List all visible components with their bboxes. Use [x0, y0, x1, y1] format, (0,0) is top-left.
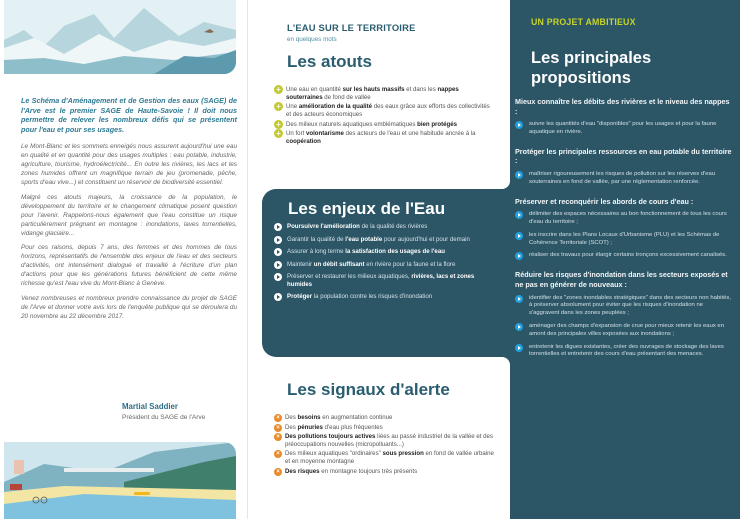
- proposition-heading: Préserver et reconquérir les abords de cours d'eau :: [515, 196, 694, 206]
- list-item-text: [286, 86, 496, 102]
- list-item-text: [287, 248, 445, 256]
- play-circle-icon: [274, 236, 282, 244]
- play-circle-icon: [274, 248, 282, 256]
- intro-paragraph: Le Mont-Blanc et les sommets enneigés nous assurent aujourd'hui une eau en qualité et en quantité pour des usages multiples : eau potable, industrie, agriculture, tourisme, hydroélectricité... En outre les rivières, les lacs et les zones humides offrent un magnifique terrain de jeu (promenade, pêche, sports d'eau vive...) et constituent un réservoir de biodiversité essentiel.: [21, 143, 237, 186]
- proposition-item: [515, 121, 733, 137]
- body-text: Des milieux aquatiques "ordinaires": [285, 450, 383, 458]
- intro-paragraph: Malgré ces atouts majeurs, la croissance de la population, le développement du territoire et le changement climatique posent question pour l'avenir. Rappelons-nous également que l'eau constitue un risque particulièrement prégnant en montagne : inondations, laves torrentielles, vidange glaciaire...: [21, 193, 237, 237]
- list-item: [274, 103, 496, 119]
- body-text: Une eau en quantité: [286, 86, 343, 93]
- proposition-heading: Protéger les principales ressources en eau potable du territoire :: [515, 146, 732, 166]
- x-circle-icon: ×: [274, 450, 282, 458]
- play-circle-icon: [515, 252, 523, 260]
- body-text: en montagne toujours très présents: [319, 467, 418, 475]
- play-circle-icon: [515, 211, 523, 219]
- list-item: [274, 130, 496, 146]
- body-text: la population contre les risques d'inondation: [312, 293, 433, 301]
- emphasis-text: sur les hauts massifs: [342, 86, 405, 93]
- intro-panel: [0, 0, 248, 519]
- body-text: Une: [286, 103, 299, 111]
- emphasis-text: besoins: [297, 414, 321, 421]
- x-circle-icon: ×: [274, 468, 282, 476]
- signature: [122, 402, 205, 421]
- body-text: des acteurs de l'eau et une habitude ancrée à la: [343, 130, 476, 138]
- list-item: [274, 261, 500, 269]
- list-item: [274, 450, 496, 466]
- emphasis-text: sous pression: [382, 450, 424, 458]
- list-item-text: [285, 414, 392, 422]
- play-circle-icon: [515, 232, 523, 240]
- list-item-text: [286, 130, 496, 146]
- enjeux-heading: Les enjeux de l'Eau: [288, 199, 446, 218]
- enjeux-list: [274, 223, 500, 306]
- emphasis-text: coopération: [286, 138, 321, 146]
- body-text: Maintenir: [287, 260, 314, 268]
- proposition-group: [515, 197, 733, 261]
- list-item: [274, 468, 496, 476]
- emphasis-text: la satisfaction des usages de l'eau: [345, 248, 445, 255]
- proposition-group: [515, 270, 733, 359]
- intro-paragraph: Pour ces raisons, depuis 7 ans, des femmes et des hommes de tous horizons, représentatifs de l'ensemble des enjeux de l'eau et des secteurs d'activités, ont intensément dialogué et travaillé à l'écriture d'un plan d'actions pour que les générations futures bénéficient de cette même richesse qu'est l'eau vive du Mont-Blanc à Genève.: [21, 244, 237, 288]
- proposition-text: identifier des "zones inondables stratégiques" dans des secteurs non habités, à préserver absolument pour éviter que les risques d'inondation ne s'aggravent dans les zones peuplées ;: [529, 294, 731, 317]
- proposition-text: réaliser des travaux pour élargir certains tronçons excessivement canalisés.: [529, 252, 727, 259]
- proposition-text: aménager des champs d'expansion de crue pour mieux retenir les eaux en amont des principales villes exposées aux inondations ;: [529, 322, 724, 337]
- play-circle-icon: [274, 261, 282, 269]
- emphasis-text: nappes souterraines: [286, 86, 459, 101]
- proposition-text: les inscrire dans les Plans Locaux d'Urbanisme (PLU) et les Schémas de Cohérence Territoriale (SCOT) ;: [529, 231, 720, 246]
- proposition-item: [515, 295, 733, 318]
- play-circle-icon: [515, 344, 523, 352]
- list-item: [274, 424, 496, 432]
- propositions-list: [515, 97, 733, 369]
- body-text: Des: [285, 423, 298, 431]
- intro-lead: Le Schéma d'Aménagement et de Gestion des eaux (SAGE) de l'Arve est le premier SAGE de Haute-Savoie ! Il doit nous permettre de relever les nombreux défis qui se présentent pour l'eau et pour ses usages.: [21, 96, 237, 134]
- propositions-heading: Les principales propositions: [531, 49, 652, 87]
- proposition-item: [515, 252, 733, 260]
- list-item: [274, 86, 496, 102]
- body-text: en augmentation continue: [320, 414, 393, 421]
- play-circle-icon: [515, 295, 523, 303]
- proposition-text: suivre les quantités d'eau "disponibles" pour les usages et pour la faune aquatique en rivière.: [529, 121, 717, 135]
- list-item-text: [287, 293, 432, 301]
- proposition-item: [515, 323, 733, 339]
- proposition-text: maîtriser rigoureusement les risques de pollution sur les réserves d'eau souterraines en fond de vallée, par une réglementation renforcée.: [529, 170, 716, 185]
- body-text: des eaux grâce aux efforts des collectivités et des acteurs économiques: [286, 103, 490, 119]
- body-text: pour aujourd'hui et pour demain: [382, 235, 470, 243]
- emphasis-text: Protéger: [287, 293, 313, 301]
- play-circle-icon: [515, 323, 523, 331]
- proposition-item: [515, 211, 733, 227]
- signaux-heading: Les signaux d'alerte: [287, 380, 450, 399]
- list-item-text: [285, 468, 417, 476]
- play-circle-icon: [515, 121, 523, 129]
- proposition-item: [515, 232, 733, 248]
- atouts-heading: Les atouts: [287, 52, 373, 71]
- list-item: [274, 223, 500, 231]
- list-item-text: [285, 424, 383, 432]
- list-item-text: [285, 433, 496, 449]
- plus-circle-icon: +: [274, 85, 283, 94]
- signature-role: Président du SAGE de l'Arve: [122, 414, 206, 421]
- plus-circle-icon: +: [274, 120, 283, 129]
- body-text: Un fort: [286, 130, 306, 138]
- mountain-illustration: [4, 0, 236, 74]
- list-item: [274, 414, 496, 422]
- emphasis-text: Des pollutions toujours actives: [285, 433, 376, 440]
- emphasis-text: l'eau potable: [345, 235, 383, 243]
- body-text: Garantir la qualité de: [287, 235, 346, 243]
- list-item: [274, 236, 500, 244]
- proposition-heading: Réduire les risques d'inondation dans les secteurs exposés et ne pas en générer de nouveaux :: [515, 270, 728, 289]
- enjeux-panel: [262, 189, 516, 357]
- x-circle-icon: ×: [274, 433, 282, 441]
- emphasis-text: Poursuivre l'amélioration: [287, 223, 360, 230]
- body-text: de fond de vallée: [322, 93, 371, 101]
- emphasis-text: pénuries: [297, 423, 323, 431]
- emphasis-text: bien protégés: [417, 120, 458, 128]
- body-text: en fond de vallée urbaine et en moyenne montagne: [285, 450, 494, 466]
- plus-circle-icon: +: [274, 129, 283, 138]
- proposition-group: [515, 97, 733, 137]
- play-circle-icon: [274, 223, 282, 231]
- proposition-text: délimiter des espaces nécessaires au bon fonctionnement de tous les cours d'eau du territoire ;: [529, 211, 727, 225]
- list-item-text: [287, 273, 500, 289]
- emphasis-text: amélioration de la qualité: [298, 103, 373, 111]
- section-kicker-sub: en quelques mots: [287, 36, 337, 43]
- emphasis-text: Des risques: [285, 467, 320, 475]
- propositions-kicker: UN PROJET AMBITIEUX: [531, 17, 636, 27]
- body-text: Des milieux naturels aquatiques emblématiques: [286, 120, 418, 128]
- list-item: [274, 293, 500, 301]
- signature-name: Martial Saddier: [122, 402, 178, 411]
- list-item-text: [287, 223, 427, 231]
- proposition-item: [515, 344, 733, 360]
- list-item: [274, 273, 500, 289]
- body-text: d'eau plus fréquentes: [322, 423, 383, 431]
- emphasis-text: volontarisme: [305, 130, 344, 138]
- section-kicker: L'EAU SUR LE TERRITOIRE: [287, 22, 416, 33]
- body-text: de la qualité des rivières: [359, 223, 428, 230]
- x-circle-icon: ×: [274, 424, 282, 432]
- list-item-text: [287, 261, 455, 269]
- list-item-text: [286, 121, 457, 129]
- play-circle-icon: [274, 293, 282, 301]
- body-text: liées au passé industriel de la vallée et des préoccupations nouvelles (micropolluants...): [285, 433, 493, 448]
- list-item-text: [287, 236, 470, 244]
- body-text: Préserver et restaurer les milieux aquatiques,: [287, 273, 412, 280]
- plus-circle-icon: +: [274, 102, 283, 111]
- panel-notch: [502, 357, 510, 519]
- list-item-text: [286, 103, 496, 119]
- river-illustration: [4, 442, 236, 519]
- intro-paragraph: Venez nombreuses et nombreux prendre connaissance du projet de SAGE de l'Arve et donner votre avis lors de l'enquête publique qui se déroulera du 20 novembre au 22 décembre 2017.: [21, 294, 237, 320]
- intro-text: [21, 96, 237, 328]
- list-item: [274, 248, 500, 256]
- body-text: Assurer à long terme: [287, 248, 346, 255]
- emphasis-text: rivières, lacs et zones humides: [287, 273, 475, 288]
- territory-panel: [249, 0, 501, 519]
- body-text: Des: [285, 414, 298, 421]
- proposition-heading: Mieux connaître les débits des rivières et le niveau des nappes :: [515, 97, 730, 116]
- play-circle-icon: [515, 171, 523, 179]
- list-item-text: [285, 450, 496, 466]
- atouts-list: [274, 86, 496, 147]
- x-circle-icon: ×: [274, 414, 282, 422]
- list-item: [274, 433, 496, 449]
- panel-notch: [502, 0, 510, 189]
- emphasis-text: un débit suffisant: [313, 260, 365, 268]
- proposition-text: entretenir les digues existantes, créer des ouvrages de stockage des laves torrentielles et entretenir des cours d'eau présentant des menaces.: [529, 343, 724, 358]
- body-text: en rivière pour la faune et la flore: [364, 260, 456, 268]
- proposition-item: [515, 171, 733, 187]
- body-text: et dans les: [404, 86, 438, 93]
- play-circle-icon: [274, 273, 282, 281]
- proposition-group: [515, 147, 733, 187]
- signaux-list: [274, 414, 496, 477]
- list-item: [274, 121, 496, 129]
